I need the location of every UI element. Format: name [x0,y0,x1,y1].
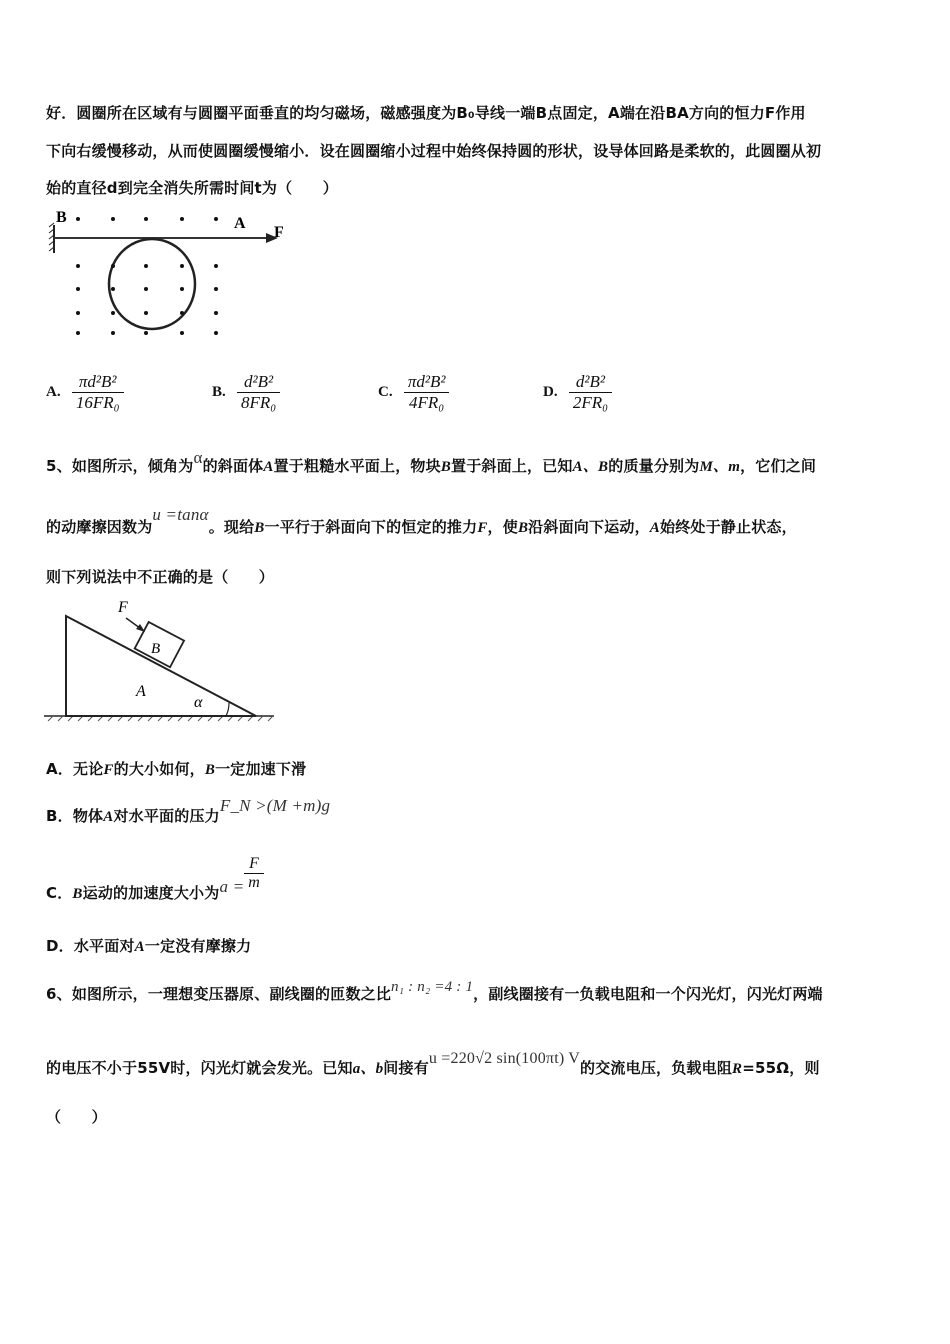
q5-option-b[interactable]: B．物体A对水平面的压力F_N >(M +m)g [46,796,331,825]
q5-option-d[interactable]: D．水平面对A一定没有摩擦力 [46,937,252,955]
q4-option-d[interactable] [543,372,612,413]
fraction-numerator: πd²B² [407,372,446,391]
q5-figure-label-f: F [118,599,128,616]
q4-text-line-2: 下向右缓慢移动，从而使圆圈缓慢缩小．设在圆圈缩小过程中始终保持圆的形状，设导体回路是柔软的，此圆圈从初 [46,142,822,160]
option-label: B. [212,384,226,400]
q6-text-line-1: 6、如图所示，一理想变压器原、副线圈的匝数之比n₁ : n₂ =4 : 1，副线圈接有一负载电阻和一个闪光灯，闪光灯两端 [46,979,823,1003]
option-label: D. [543,384,558,400]
q4-text-line-3: 始的直径d到完全消失所需时间t为（ ） [46,179,338,197]
fraction-denominator: m [244,873,264,892]
q6-answer-brackets: （ ） [46,1108,107,1126]
fraction-numerator: d²B² [575,372,605,391]
q5-text-line-2: 的动摩擦因数为u =tanα。现给B一平行于斜面向下的恒定的推力F，使B沿斜面向下运动，A始终处于静止状态， [46,505,797,536]
fraction-numerator: πd²B² [78,372,117,391]
q4-option-c[interactable] [378,372,449,413]
q5-text-line-3: 则下列说法中不正确的是（ ） [46,568,275,586]
q4-text-line-1: 好．圆圈所在区域有与圆圈平面垂直的均匀磁场，磁感强度为B₀导线一端B点固定，A端在沿BA方向的恒力F作用 [46,104,806,122]
q5-option-c[interactable]: C．B运动的加速度大小为a = $\frac{F}{m}$ [46,855,264,892]
fraction-numerator: d²B² [244,372,274,391]
q4-option-a[interactable] [46,372,124,413]
q4-figure-label-f: F [274,224,284,241]
q5-figure-label-alpha: α [194,694,203,711]
option-label: A. [46,384,61,400]
q5-text-line-1: 5、如图所示，倾角为α的斜面体A置于粗糙水平面上，物块B置于斜面上，已知A、B的质量分别为M、m，它们之间 [46,448,817,475]
fraction-denominator: 2FR₀ [569,392,612,413]
q5-option-a[interactable]: A．无论F的大小如何，B一定加速下滑 [46,760,307,778]
q5-figure-label-b: B [151,641,161,657]
q4-magnetic-field-figure [46,205,296,345]
q6-text-line-2: 的电压不小于55V时，闪光灯就会发光。已知a、b间接有u =220√2 sin(100πt) V的交流电压，负载电阻R=55Ω，则 [46,1050,820,1077]
fraction-denominator: 16FR₀ [72,392,124,413]
q4-option-b[interactable] [212,372,280,413]
option-label: C. [378,384,393,400]
fraction-denominator: 8FR₀ [237,392,280,413]
q5-figure-label-a: A [136,683,146,700]
fraction-numerator: F [249,855,260,872]
fraction-denominator: 4FR₀ [404,392,450,413]
q4-figure-label-b: B [56,209,67,226]
q4-figure-label-a: A [234,215,246,232]
q5-incline-figure [44,598,276,723]
